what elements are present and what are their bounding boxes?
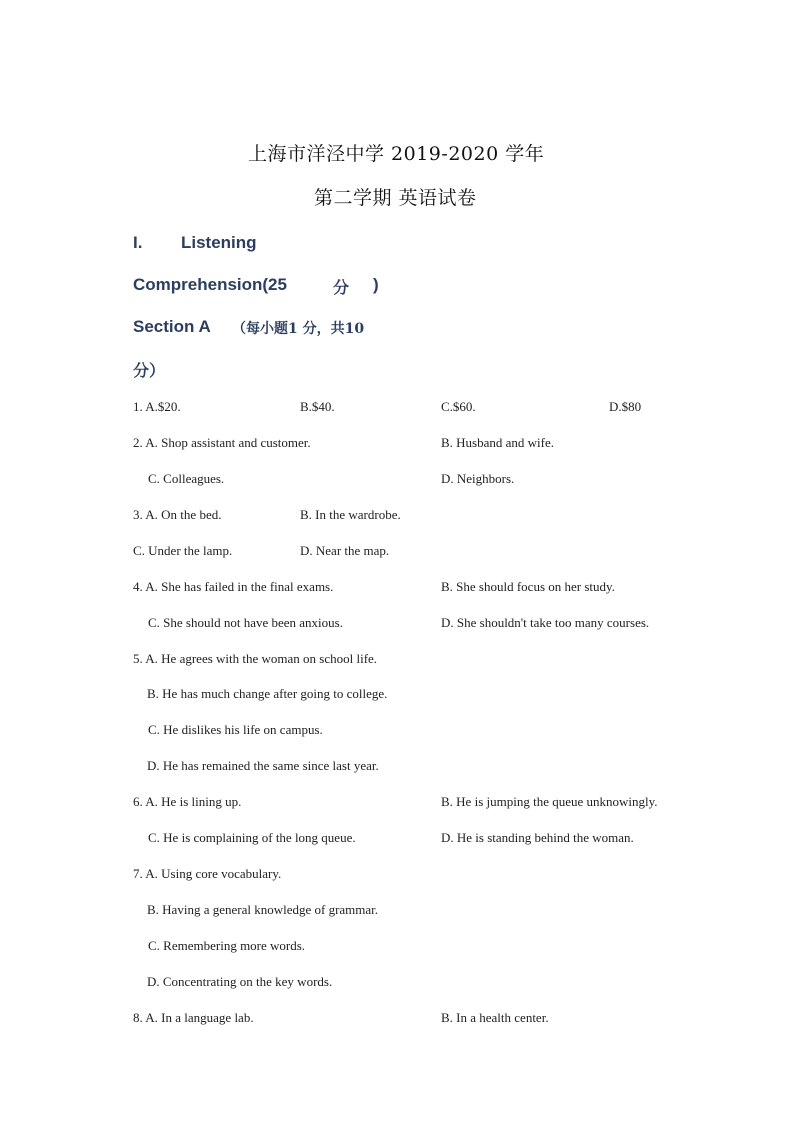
- q5-option-d: D. He has remained the same since last year.: [147, 758, 379, 773]
- exam-title-line1: 上海市洋泾中学 2019-2020 学年: [248, 143, 545, 165]
- q8-option-b: B. In a health center.: [441, 1010, 549, 1025]
- section-name-continued: Comprehension(25: [133, 275, 287, 294]
- q3-option-b: B. In the wardrobe.: [300, 507, 401, 522]
- section-a-label: Section A: [133, 317, 211, 336]
- q6-option-b: B. He is jumping the queue unknowingly.: [441, 794, 658, 809]
- section-number: I.: [133, 233, 143, 252]
- q7-option-d: D. Concentrating on the key words.: [147, 974, 333, 989]
- q1-option-b: B.$40.: [300, 399, 335, 414]
- q4-option-b: B. She should focus on her study.: [441, 579, 615, 594]
- q2-option-c: C. Colleagues.: [148, 471, 225, 486]
- q5-option-c: C. He dislikes his life on campus.: [148, 722, 323, 737]
- q4-option-c: C. She should not have been anxious.: [148, 615, 343, 630]
- section-score-unit: 分: [333, 278, 350, 297]
- q7-option-b: B. Having a general knowledge of grammar.: [147, 902, 379, 917]
- q8-option-a: 8. A. In a language lab.: [133, 1010, 254, 1025]
- q1-option-a: 1. A.$20.: [133, 399, 181, 414]
- q6-option-a: 6. A. He is lining up.: [133, 794, 242, 809]
- q1-option-c: C.$60.: [441, 399, 476, 414]
- q3-option-d: D. Near the map.: [300, 543, 390, 558]
- q7-option-c: C. Remembering more words.: [148, 938, 306, 953]
- section-name: Listening: [181, 233, 257, 252]
- q2-option-d: D. Neighbors.: [441, 471, 515, 486]
- q5-option-a: 5. A. He agrees with the woman on school life.: [133, 651, 378, 666]
- section-close-paren: ): [373, 275, 379, 294]
- q3-option-c: C. Under the lamp.: [133, 543, 233, 558]
- q5-option-b: B. He has much change after going to college.: [147, 686, 388, 701]
- q6-option-c: C. He is complaining of the long queue.: [148, 830, 356, 845]
- section-a-note-end: 分）: [133, 361, 166, 380]
- exam-title-line2: 第二学期 英语试卷: [314, 187, 477, 209]
- q2-option-a: 2. A. Shop assistant and customer.: [133, 435, 311, 450]
- q3-option-a: 3. A. On the bed.: [133, 507, 222, 522]
- q4-option-a: 4. A. She has failed in the final exams.: [133, 579, 334, 594]
- q4-option-d: D. She shouldn't take too many courses.: [441, 615, 650, 630]
- q6-option-d: D. He is standing behind the woman.: [441, 830, 634, 845]
- section-a-note: （每小题1 分，共10: [232, 321, 365, 337]
- q7-option-a: 7. A. Using core vocabulary.: [133, 866, 282, 881]
- q1-option-d: D.$80: [609, 399, 642, 414]
- q2-option-b: B. Husband and wife.: [441, 435, 555, 450]
